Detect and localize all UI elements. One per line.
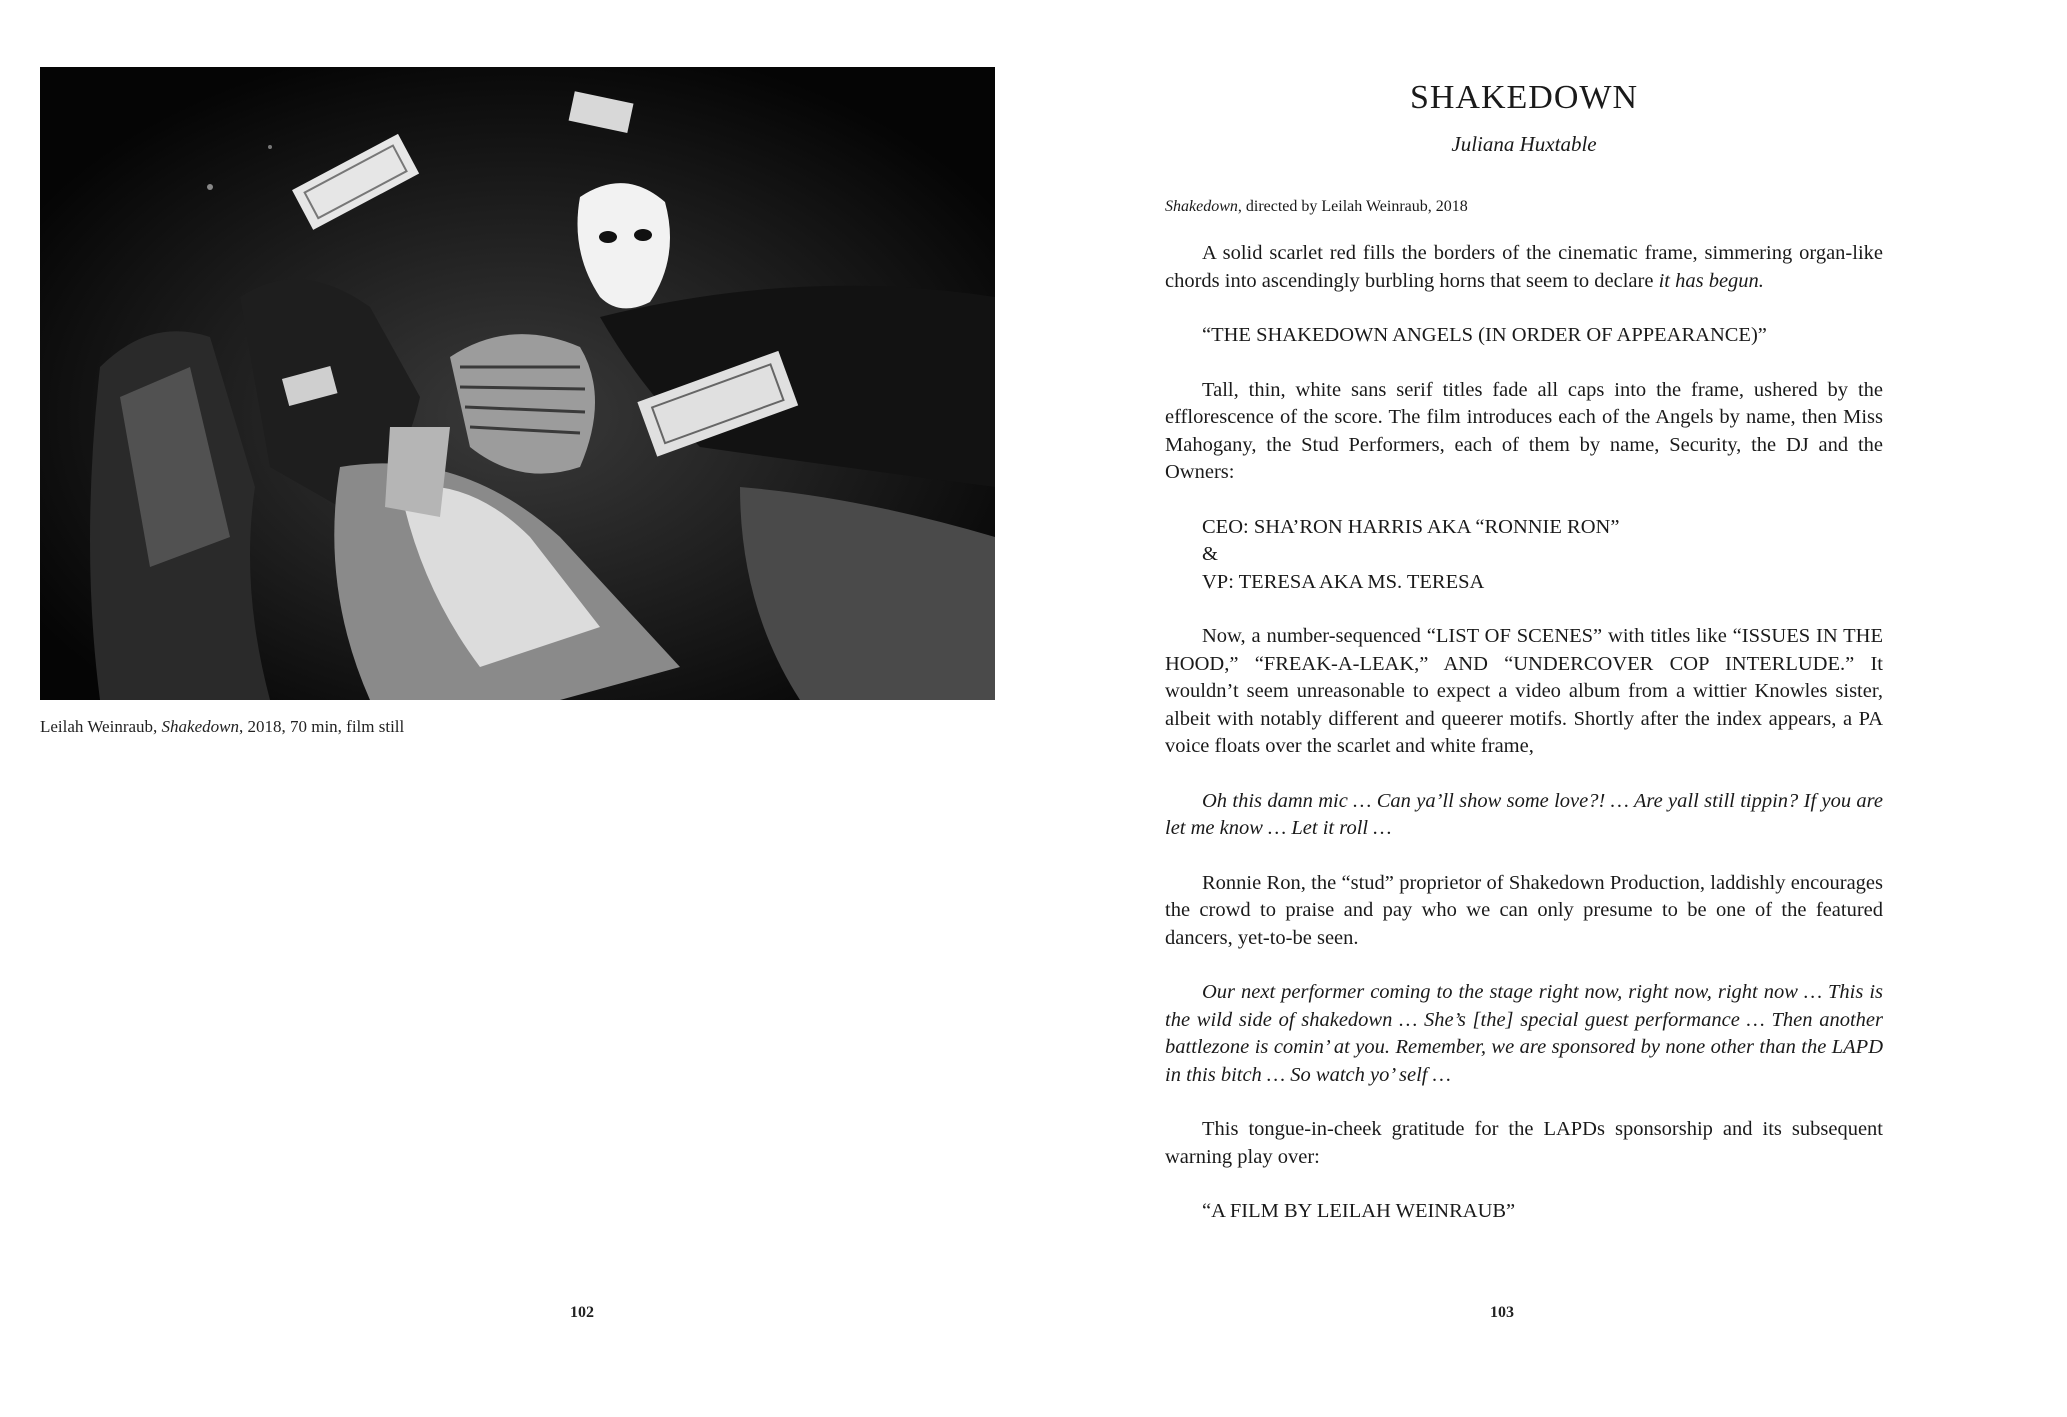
page-number-right: 103 — [1490, 1304, 1514, 1321]
owner-ampersand: & — [1202, 543, 1218, 565]
paragraph-7-quote: Our next performer coming to the stage right now, right now, right now … This is the wild side of shakedown … She’s [the] special guest performance … Then another battlezone is comin’ at you. Remember, we are sponsored by none other than the LAPD in this bitch … So watch yo’ self … — [1165, 981, 1883, 1086]
paragraph-8: This tongue-in-cheek gratitude for the LAPDs sponsorship and its subsequent warning play over: — [1165, 1118, 1883, 1168]
owners-list — [1165, 514, 1883, 597]
paragraph-1-text: A solid scarlet red fills the borders of the cinematic frame, simmering organ-like chords into ascendingly burbling horns that seem to declare — [1165, 242, 1883, 292]
film-still-image — [40, 67, 995, 700]
page-number-left: 102 — [570, 1304, 594, 1321]
right-page — [1033, 0, 2067, 1417]
paragraph-9-heading: “A FILM BY LEILAH WEINRAUB” — [1202, 1200, 1516, 1222]
article-column — [1165, 76, 1883, 1226]
paragraph-3: Tall, thin, white sans serif titles fade all caps into the frame, ushered by the efflorescence of the score. The film introduces each of the Angels by name, then Miss Mahogany, the Stud Performers, each of them by name, Security, the DJ and the Owners: — [1165, 378, 1883, 483]
caption-prefix: Leilah Weinraub, — [40, 717, 162, 736]
paragraph-5-quote: Oh this damn mic … Can ya’ll show some love?! … Are yall still tippin? If you are let me know … Let it roll … — [1165, 789, 1883, 839]
photo-caption — [40, 716, 404, 738]
credit-rest: , directed by Leilah Weinraub, 2018 — [1237, 198, 1468, 215]
owner-vp: VP: TERESA AKA MS. TERESA — [1202, 570, 1485, 593]
article-author: Juliana Huxtable — [1451, 132, 1597, 156]
film-credit — [1165, 196, 1883, 218]
credit-film-title: Shakedown — [1165, 198, 1238, 215]
film-still-photo — [40, 67, 995, 700]
paragraph-1-italic: it has begun. — [1658, 269, 1764, 292]
caption-film-title: Shakedown — [161, 717, 239, 736]
paragraph-1 — [1165, 240, 1883, 295]
left-page — [0, 0, 1033, 1417]
article-body — [1165, 240, 1883, 1226]
caption-suffix: , 2018, 70 min, film still — [238, 717, 405, 736]
paragraph-4: Now, a number-sequenced “LIST OF SCENES” with titles like “ISSUES IN THE HOOD,” “FREAK-A-LEAK,” AND “UNDERCOVER COP INTERLUDE.” It wouldn’t seem unreasonable to expect a video album from a wittier Knowles sister, albeit with notably different and queerer motifs. Shortly after the index appears, a PA voice floats over the scarlet and white frame, — [1165, 625, 1883, 757]
owner-ceo: CEO: SHA’RON HARRIS AKA “RONNIE RON” — [1202, 515, 1620, 538]
article-title: SHAKEDOWN — [1409, 79, 1639, 116]
paragraph-6: Ronnie Ron, the “stud” proprietor of Shakedown Production, laddishly encourages the crowd to praise and pay who we can only presume to be one of the featured dancers, yet-to-be seen. — [1165, 871, 1883, 949]
paragraph-2-heading: “THE SHAKEDOWN ANGELS (IN ORDER OF APPEARANCE)” — [1202, 324, 1767, 346]
